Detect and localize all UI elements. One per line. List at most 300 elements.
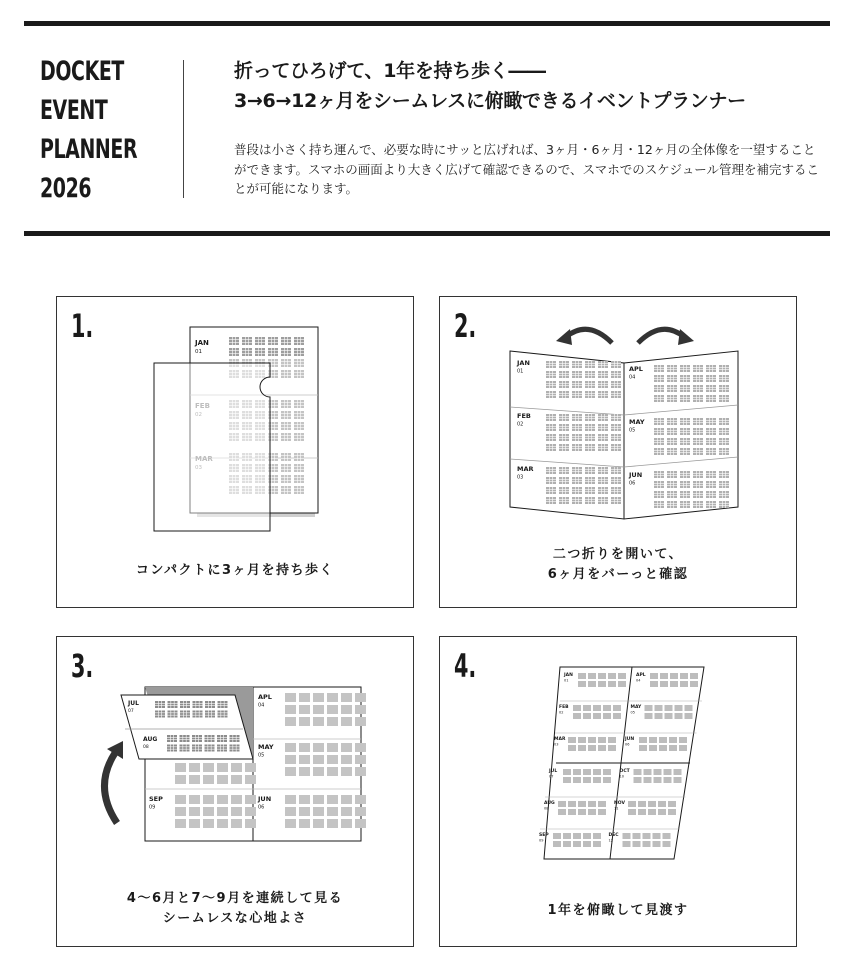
day-cell bbox=[281, 348, 291, 356]
day-cell bbox=[680, 375, 690, 382]
day-cell bbox=[667, 418, 677, 425]
day-cell bbox=[294, 337, 304, 345]
day-cell bbox=[341, 795, 352, 804]
day-cell bbox=[613, 705, 621, 711]
day-cell bbox=[573, 705, 581, 711]
day-cell bbox=[598, 497, 608, 504]
day-cell bbox=[268, 348, 278, 356]
day-cell bbox=[546, 467, 556, 474]
day-cell bbox=[294, 486, 304, 494]
day-cell bbox=[245, 763, 256, 772]
day-cell bbox=[281, 370, 291, 378]
month-number: 01 bbox=[517, 368, 524, 375]
day-cell bbox=[593, 713, 601, 719]
day-cell bbox=[175, 807, 186, 816]
day-cell bbox=[675, 713, 683, 719]
day-cell bbox=[598, 737, 606, 743]
month-number: 02 bbox=[559, 710, 564, 715]
day-cell bbox=[229, 348, 239, 356]
day-cell bbox=[613, 713, 621, 719]
day-cell bbox=[719, 365, 729, 372]
day-cell bbox=[634, 769, 642, 775]
day-cell bbox=[658, 809, 666, 815]
day-cell bbox=[680, 501, 690, 508]
day-cell bbox=[313, 795, 324, 804]
day-cell bbox=[294, 370, 304, 378]
day-cell bbox=[667, 395, 677, 402]
month-number: 09 bbox=[539, 838, 544, 843]
day-cell bbox=[693, 395, 703, 402]
bottom-rule bbox=[24, 231, 830, 236]
day-cell bbox=[680, 673, 688, 679]
day-cell bbox=[189, 819, 200, 828]
day-cell bbox=[588, 745, 596, 751]
day-cell bbox=[355, 755, 366, 764]
day-cell bbox=[285, 819, 296, 828]
day-cell bbox=[583, 769, 591, 775]
day-cell bbox=[568, 745, 576, 751]
day-cell bbox=[572, 424, 582, 431]
month-label: APL bbox=[636, 673, 646, 678]
day-cell bbox=[643, 841, 651, 847]
day-cell bbox=[668, 801, 676, 807]
month-number: 07 bbox=[549, 774, 554, 779]
day-cell bbox=[192, 735, 202, 742]
day-cell bbox=[341, 807, 352, 816]
day-cell bbox=[608, 673, 616, 679]
day-cell bbox=[285, 767, 296, 776]
day-cell bbox=[680, 448, 690, 455]
day-cell bbox=[585, 477, 595, 484]
day-cell bbox=[611, 381, 621, 388]
day-cell bbox=[341, 767, 352, 776]
day-cell bbox=[180, 711, 190, 718]
day-cell bbox=[546, 391, 556, 398]
day-cell bbox=[572, 477, 582, 484]
day-cell bbox=[341, 819, 352, 828]
day-cell bbox=[719, 481, 729, 488]
day-cell bbox=[355, 795, 366, 804]
open-arrow-right bbox=[638, 329, 684, 343]
day-cell bbox=[598, 414, 608, 421]
day-cell bbox=[205, 711, 215, 718]
day-cell bbox=[654, 777, 662, 783]
day-cell bbox=[285, 693, 296, 702]
day-cell bbox=[573, 713, 581, 719]
day-cell bbox=[659, 745, 667, 751]
day-cell bbox=[693, 448, 703, 455]
month-number: 03 bbox=[554, 742, 559, 747]
day-cell bbox=[598, 673, 606, 679]
day-cell bbox=[634, 777, 642, 783]
month-label: AUG bbox=[143, 736, 158, 743]
day-cell bbox=[563, 769, 571, 775]
day-cell bbox=[680, 385, 690, 392]
day-cell bbox=[645, 713, 653, 719]
day-cell bbox=[245, 819, 256, 828]
day-cell bbox=[611, 444, 621, 451]
day-cell bbox=[611, 434, 621, 441]
day-cell bbox=[680, 395, 690, 402]
day-cell bbox=[674, 769, 682, 775]
day-cell bbox=[578, 681, 586, 687]
day-cell bbox=[553, 833, 561, 839]
day-cell bbox=[706, 438, 716, 445]
illustration-compact bbox=[57, 297, 415, 557]
day-cell bbox=[217, 735, 227, 742]
day-cell bbox=[585, 444, 595, 451]
day-cell bbox=[572, 467, 582, 474]
day-cell bbox=[654, 385, 664, 392]
day-cell bbox=[706, 448, 716, 455]
day-cell bbox=[623, 841, 631, 847]
day-cell bbox=[598, 434, 608, 441]
day-cell bbox=[327, 705, 338, 714]
day-cell bbox=[611, 467, 621, 474]
day-cell bbox=[706, 471, 716, 478]
month-label: FEB bbox=[559, 705, 569, 710]
step-panel-1 bbox=[56, 296, 414, 608]
day-cell bbox=[603, 705, 611, 711]
day-cell bbox=[654, 438, 664, 445]
day-cell bbox=[648, 801, 656, 807]
day-cell bbox=[559, 497, 569, 504]
day-cell bbox=[327, 795, 338, 804]
day-cell bbox=[639, 737, 647, 743]
day-cell bbox=[598, 467, 608, 474]
day-cell bbox=[654, 428, 664, 435]
day-cell bbox=[546, 424, 556, 431]
day-cell bbox=[294, 359, 304, 367]
day-cell bbox=[546, 487, 556, 494]
day-cell bbox=[294, 348, 304, 356]
day-cell bbox=[685, 705, 693, 711]
day-cell bbox=[355, 705, 366, 714]
day-cell bbox=[667, 438, 677, 445]
day-cell bbox=[667, 365, 677, 372]
day-cell bbox=[168, 701, 178, 708]
month-number: 01 bbox=[564, 678, 569, 683]
day-cell bbox=[633, 833, 641, 839]
day-cell bbox=[327, 743, 338, 752]
day-cell bbox=[299, 693, 310, 702]
step-caption bbox=[440, 545, 796, 585]
day-cell bbox=[205, 701, 215, 708]
day-cell bbox=[603, 769, 611, 775]
month-label: MAR bbox=[517, 465, 534, 473]
day-cell bbox=[588, 801, 596, 807]
day-cell bbox=[608, 681, 616, 687]
day-cell bbox=[245, 807, 256, 816]
day-cell bbox=[231, 775, 242, 784]
day-cell bbox=[654, 491, 664, 498]
day-cell bbox=[563, 777, 571, 783]
day-cell bbox=[546, 381, 556, 388]
day-cell bbox=[706, 428, 716, 435]
day-cell bbox=[203, 763, 214, 772]
month-number: 12 bbox=[608, 838, 613, 843]
day-cell bbox=[327, 819, 338, 828]
day-cell bbox=[648, 809, 656, 815]
day-cell bbox=[668, 809, 676, 815]
day-cell bbox=[573, 777, 581, 783]
day-cell bbox=[719, 448, 729, 455]
day-cell bbox=[546, 477, 556, 484]
day-cell bbox=[655, 705, 663, 711]
step-number: 3. bbox=[71, 647, 94, 685]
day-cell bbox=[603, 713, 611, 719]
day-cell bbox=[585, 381, 595, 388]
day-cell bbox=[294, 411, 304, 419]
day-cell bbox=[217, 763, 228, 772]
day-cell bbox=[355, 767, 366, 776]
month-label: DEC bbox=[608, 833, 619, 838]
day-cell bbox=[573, 769, 581, 775]
day-cell bbox=[553, 841, 561, 847]
day-cell bbox=[217, 775, 228, 784]
month-number: 06 bbox=[625, 742, 630, 747]
day-cell bbox=[572, 381, 582, 388]
day-cell bbox=[664, 769, 672, 775]
open-arrow-right-head bbox=[678, 329, 694, 345]
day-cell bbox=[693, 375, 703, 382]
day-cell bbox=[653, 833, 661, 839]
day-cell bbox=[559, 444, 569, 451]
day-cell bbox=[572, 361, 582, 368]
top-rule bbox=[24, 21, 830, 26]
day-cell bbox=[583, 713, 591, 719]
day-cell bbox=[294, 475, 304, 483]
step-panel-4 bbox=[439, 636, 797, 947]
month-label: JUL bbox=[549, 769, 558, 774]
month-label: JAN bbox=[195, 339, 209, 347]
day-cell bbox=[294, 464, 304, 472]
day-cell bbox=[719, 471, 729, 478]
day-cell bbox=[218, 701, 228, 708]
day-cell bbox=[281, 486, 291, 494]
day-cell bbox=[231, 763, 242, 772]
day-cell bbox=[313, 743, 324, 752]
day-cell bbox=[281, 411, 291, 419]
month-number: 11 bbox=[614, 806, 619, 811]
day-cell bbox=[559, 391, 569, 398]
day-cell bbox=[719, 501, 729, 508]
day-cell bbox=[693, 438, 703, 445]
day-cell bbox=[649, 745, 657, 751]
day-cell bbox=[546, 361, 556, 368]
month-label: JUN bbox=[629, 471, 643, 479]
day-cell bbox=[655, 713, 663, 719]
day-cell bbox=[583, 777, 591, 783]
month-number: 05 bbox=[630, 710, 635, 715]
step-number: 2. bbox=[454, 307, 477, 345]
day-cell bbox=[217, 819, 228, 828]
day-cell bbox=[585, 371, 595, 378]
day-cell bbox=[598, 361, 608, 368]
day-cell bbox=[667, 481, 677, 488]
day-cell bbox=[192, 745, 202, 752]
day-cell bbox=[693, 501, 703, 508]
day-cell bbox=[572, 434, 582, 441]
day-cell bbox=[690, 673, 698, 679]
month-number: 07 bbox=[128, 709, 134, 714]
day-cell bbox=[355, 717, 366, 726]
day-cell bbox=[693, 428, 703, 435]
caption-line: 6ヶ月をバーっと確認 bbox=[547, 567, 689, 582]
day-cell bbox=[268, 337, 278, 345]
day-cell bbox=[598, 487, 608, 494]
day-cell bbox=[559, 361, 569, 368]
month-number: 09 bbox=[149, 804, 156, 811]
day-cell bbox=[585, 361, 595, 368]
day-cell bbox=[313, 693, 324, 702]
step-panel-2 bbox=[439, 296, 797, 608]
day-cell bbox=[180, 735, 190, 742]
day-cell bbox=[167, 735, 177, 742]
day-cell bbox=[638, 801, 646, 807]
day-cell bbox=[693, 471, 703, 478]
day-cell bbox=[242, 348, 252, 356]
month-label: MAR bbox=[554, 737, 566, 742]
day-cell bbox=[665, 713, 673, 719]
day-cell bbox=[546, 497, 556, 504]
day-cell bbox=[633, 841, 641, 847]
caption-line: 二つ折りを開いて、 bbox=[552, 547, 684, 562]
day-cell bbox=[281, 422, 291, 430]
day-cell bbox=[654, 375, 664, 382]
day-cell bbox=[327, 693, 338, 702]
illustration-open-six bbox=[440, 297, 798, 537]
month-label: MAY bbox=[629, 418, 645, 426]
day-cell bbox=[203, 795, 214, 804]
day-cell bbox=[327, 717, 338, 726]
day-cell bbox=[706, 395, 716, 402]
day-cell bbox=[719, 491, 729, 498]
day-cell bbox=[608, 745, 616, 751]
day-cell bbox=[680, 418, 690, 425]
day-cell bbox=[650, 673, 658, 679]
month-number: 05 bbox=[258, 752, 265, 759]
day-cell bbox=[299, 807, 310, 816]
day-cell bbox=[680, 481, 690, 488]
day-cell bbox=[645, 705, 653, 711]
day-cell bbox=[281, 400, 291, 408]
day-cell bbox=[281, 337, 291, 345]
day-cell bbox=[313, 717, 324, 726]
month-number: 02 bbox=[517, 421, 524, 428]
day-cell bbox=[654, 395, 664, 402]
day-cell bbox=[218, 711, 228, 718]
month-number: 04 bbox=[629, 374, 636, 381]
day-cell bbox=[588, 809, 596, 815]
day-cell bbox=[585, 424, 595, 431]
month-label: FEB bbox=[517, 412, 531, 420]
day-cell bbox=[285, 795, 296, 804]
day-cell bbox=[654, 448, 664, 455]
caption-line: シームレスな心地よさ bbox=[162, 911, 308, 926]
month-label: JUL bbox=[128, 700, 139, 707]
step-number: 4. bbox=[454, 647, 477, 685]
day-cell bbox=[611, 477, 621, 484]
day-cell bbox=[578, 745, 586, 751]
day-cell bbox=[588, 681, 596, 687]
day-cell bbox=[229, 337, 239, 345]
day-cell bbox=[585, 434, 595, 441]
month-number: 10 bbox=[619, 774, 624, 779]
day-cell bbox=[281, 433, 291, 441]
day-cell bbox=[654, 365, 664, 372]
day-cell bbox=[175, 763, 186, 772]
day-cell bbox=[685, 713, 693, 719]
day-cell bbox=[598, 381, 608, 388]
day-cell bbox=[355, 807, 366, 816]
day-cell bbox=[643, 833, 651, 839]
day-cell bbox=[546, 444, 556, 451]
day-cell bbox=[299, 767, 310, 776]
day-cell bbox=[693, 418, 703, 425]
day-cell bbox=[654, 471, 664, 478]
month-label: JUN bbox=[258, 795, 272, 803]
day-cell bbox=[155, 711, 165, 718]
day-cell bbox=[578, 809, 586, 815]
day-cell bbox=[285, 755, 296, 764]
day-cell bbox=[585, 487, 595, 494]
day-cell bbox=[665, 705, 673, 711]
day-cell bbox=[175, 795, 186, 804]
flip-arrow bbox=[104, 753, 117, 823]
day-cell bbox=[608, 737, 616, 743]
day-cell bbox=[285, 705, 296, 714]
day-cell bbox=[669, 737, 677, 743]
day-cell bbox=[719, 375, 729, 382]
day-cell bbox=[611, 497, 621, 504]
day-cell bbox=[203, 819, 214, 828]
day-cell bbox=[611, 414, 621, 421]
month-label: MAY bbox=[258, 743, 274, 751]
day-cell bbox=[585, 497, 595, 504]
day-cell bbox=[155, 701, 165, 708]
day-cell bbox=[242, 337, 252, 345]
day-cell bbox=[598, 444, 608, 451]
month-number: 04 bbox=[258, 702, 265, 709]
day-cell bbox=[180, 745, 190, 752]
day-cell bbox=[598, 681, 606, 687]
day-cell bbox=[341, 705, 352, 714]
day-cell bbox=[680, 365, 690, 372]
day-cell bbox=[598, 371, 608, 378]
month-label: SEP bbox=[149, 795, 163, 803]
day-cell bbox=[281, 475, 291, 483]
day-cell bbox=[670, 673, 678, 679]
day-cell bbox=[659, 737, 667, 743]
day-cell bbox=[573, 833, 581, 839]
day-cell bbox=[611, 361, 621, 368]
day-cell bbox=[189, 795, 200, 804]
day-cell bbox=[563, 841, 571, 847]
day-cell bbox=[593, 769, 601, 775]
day-cell bbox=[559, 371, 569, 378]
day-cell bbox=[193, 711, 203, 718]
day-cell bbox=[667, 385, 677, 392]
day-cell bbox=[299, 755, 310, 764]
day-cell bbox=[559, 487, 569, 494]
month-label: JUN bbox=[625, 737, 635, 742]
month-number: 01 bbox=[195, 349, 202, 355]
day-cell bbox=[680, 428, 690, 435]
day-cell bbox=[658, 801, 666, 807]
day-cell bbox=[355, 819, 366, 828]
step-panel-3 bbox=[56, 636, 414, 947]
